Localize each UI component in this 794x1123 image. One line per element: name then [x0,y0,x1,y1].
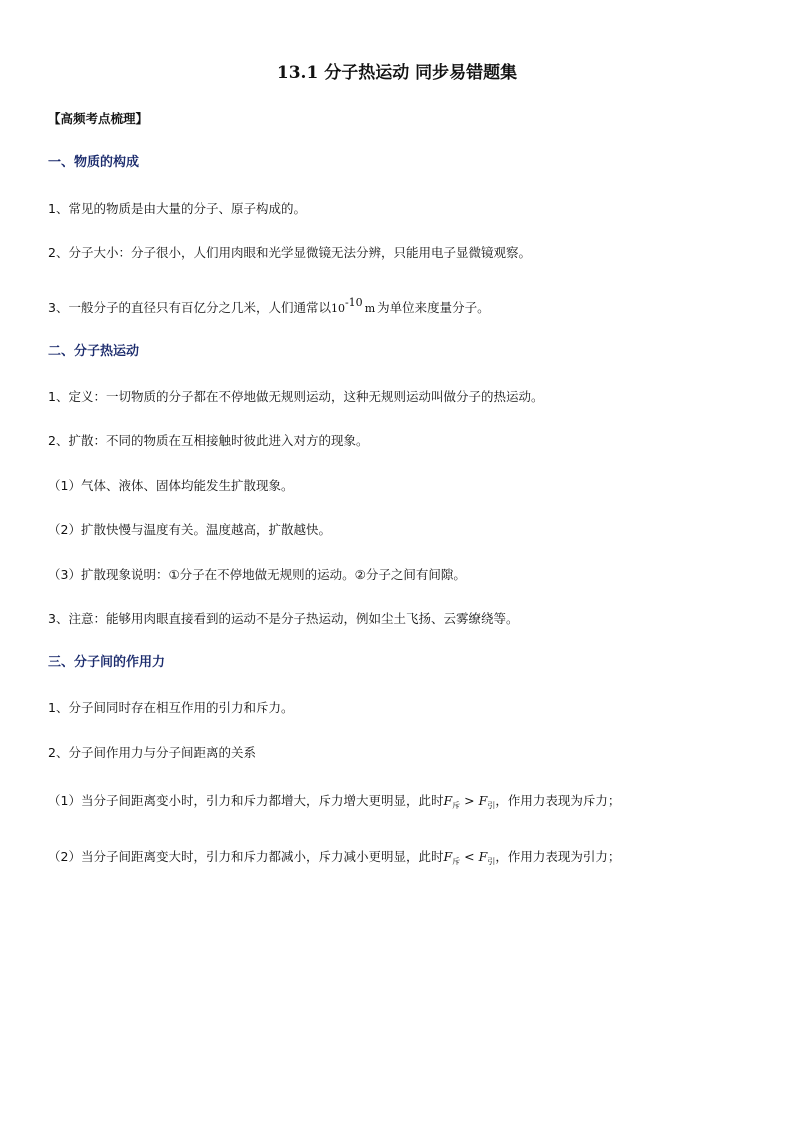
paragraph-3-4-text: （2）当分子间距离变大时，引力和斥力都减小，斥力减小更明显，此时 [48,849,444,864]
section-heading-1: 一、物质的构成 [48,155,140,170]
paragraph-3-2: 2、分子间作用力与分子间距离的关系 [48,745,256,760]
force-subscript-attraction: 引 [487,801,496,810]
paragraph-2-2: 2、扩散：不同的物质在互相接触时彼此进入对方的现象。 [48,433,369,448]
paragraph-2-5: （3）扩散现象说明：①分子在不停地做无规则的运动。②分子之间有间隙。 [48,567,466,582]
force-symbol: F [443,793,453,808]
force-symbol: F [443,849,453,864]
paragraph-2-4: （2）扩散快慢与温度有关。温度越高，扩散越快。 [48,522,331,537]
formula-f-repulsion [443,793,460,808]
force-symbol: F [478,849,488,864]
paragraph-3-3 [48,792,620,815]
section-heading-3: 三、分子间的作用力 [48,655,166,670]
paragraph-2-1: 1、定义：一切物质的分子都在不停地做无规则运动，这种无规则运动叫做分子的热运动。 [48,389,544,404]
greater-than-sign: > [464,793,475,808]
force-symbol: F [478,793,488,808]
paragraph-3-4 [48,848,620,871]
section-heading-2: 二、分子热运动 [48,344,140,359]
paragraph-3-4-tail: ，作用力表现为引力； [495,849,621,864]
paragraph-3-3-text: （1）当分子间距离变小时，引力和斥力都增大，斥力增大更明显，此时 [48,793,444,808]
page-title: 13.1 分子热运动 同步易错题集 [276,63,518,83]
formula-f-repulsion [443,849,460,864]
paragraph-3-1: 1、分子间同时存在相互作用的引力和斥力。 [48,700,294,715]
formula-f-attraction [479,793,496,808]
force-subscript-repulsion: 斥 [452,857,461,866]
less-than-sign: < [464,849,475,864]
formula-f-attraction [479,849,496,864]
paragraph-1-3 [48,294,490,318]
power-exponent: -10 [344,296,363,309]
paragraph-1-3-text: 3、一般分子的直径只有百亿分之几米，人们通常以 [48,300,331,315]
power-base: 10 [330,302,345,315]
unit-meter: m [364,302,376,315]
force-subscript-repulsion: 斥 [452,801,461,810]
paragraph-1-2: 2、分子大小：分子很小，人们用肉眼和光学显微镜无法分辨，只能用电子显微镜观察。 [48,245,531,260]
force-subscript-attraction: 引 [487,857,496,866]
section-label-high-frequency: 【高频考点梳理】 [48,111,149,126]
paragraph-1-3-tail: 为单位来度量分子。 [377,300,490,315]
paragraph-3-3-tail: ，作用力表现为斥力； [495,793,621,808]
paragraph-2-6: 3、注意：能够用肉眼直接看到的运动不是分子热运动，例如尘土飞扬、云雾缭绕等。 [48,611,519,626]
paragraph-2-3: （1）气体、液体、固体均能发生扩散现象。 [48,478,294,493]
paragraph-1-1: 1、常见的物质是由大量的分子、原子构成的。 [48,201,306,216]
